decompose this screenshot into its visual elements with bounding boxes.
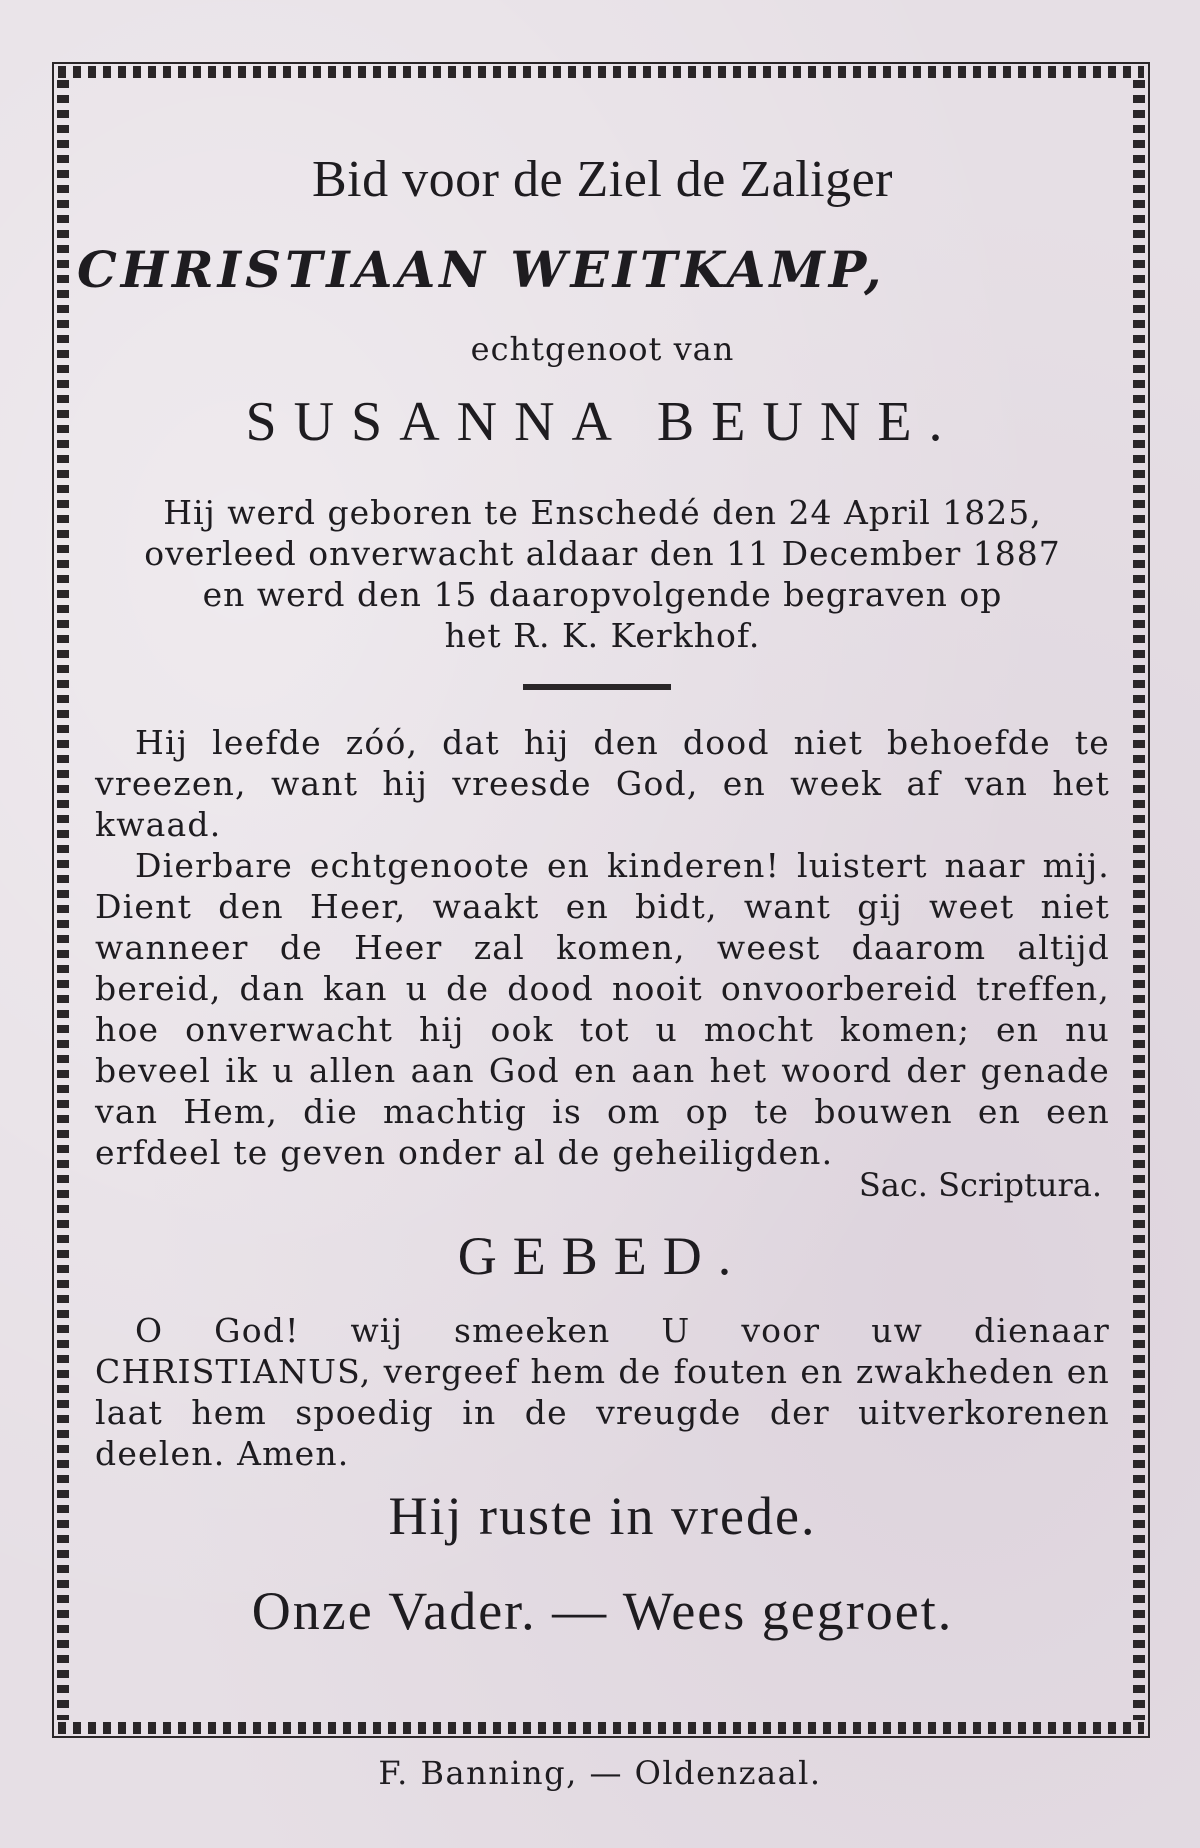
card-heading: Bid voor de Ziel de Zaliger: [312, 151, 893, 208]
deceased-name: CHRISTIAAN WEITKAMP,: [77, 240, 886, 299]
border-ornament-right: [1133, 80, 1145, 1720]
spouse-intro: echtgenoot van: [470, 330, 735, 368]
closing-prayers-line: Onze Vader. — Wees gegroet.: [251, 1581, 954, 1641]
scripture-paragraph: Dierbare echtgenoote en kinderen! luistert naar mij. Dient den Heer, waakt en bidt, want gij weet niet wanneer de Heer zal komen, weest daarom altijd bereid, dan kan u de dood nooit onvoorbereid treffen, hoe onverwacht hij ook tot u mocht komen; en nu beveel ik u allen aan God en aan het woord der genade van Hem, die machtig is om op te bouwen en een erfdeel te geven onder al de geheiligden.: [95, 846, 1110, 1172]
rest-in-peace-line: Hij ruste in vrede.: [388, 1486, 817, 1546]
biography-line: overleed onverwacht aldaar den 11 December 1887: [144, 534, 1061, 573]
biography-line: en werd den 15 daaropvolgende begraven op: [202, 575, 1003, 614]
scripture-quote: [95, 722, 1110, 1173]
spouse-name: SUSANNA BEUNE.: [245, 391, 960, 453]
biography: [95, 492, 1110, 656]
border-ornament-left: [57, 80, 69, 1720]
biography-line: Hij werd geboren te Enschedé den 24 April 1825,: [163, 493, 1042, 532]
scripture-paragraph: Hij leefde zóó, dat hij den dood niet behoefde te vreezen, want hij vreesde God, en week af van het kwaad.: [95, 723, 1110, 844]
scripture-source: Sac. Scriptura.: [858, 1166, 1102, 1204]
prayer-text: O God! wij smeeken U voor uw dienaar CHRISTIANUS, vergeef hem de fouten en zwakheden en laat hem spoedig in de vreugde der uitverkorenen deelen. Amen.: [95, 1311, 1110, 1473]
printer-imprint: F. Banning, — Oldenzaal.: [378, 1754, 822, 1792]
divider-rule: [523, 684, 671, 690]
prayer-title: GEBED.: [457, 1226, 748, 1286]
prayer: [95, 1310, 1110, 1474]
border-ornament-top: [58, 66, 1144, 78]
border-ornament-bottom: [58, 1722, 1144, 1734]
biography-line: het R. K. Kerkhof.: [444, 616, 761, 655]
